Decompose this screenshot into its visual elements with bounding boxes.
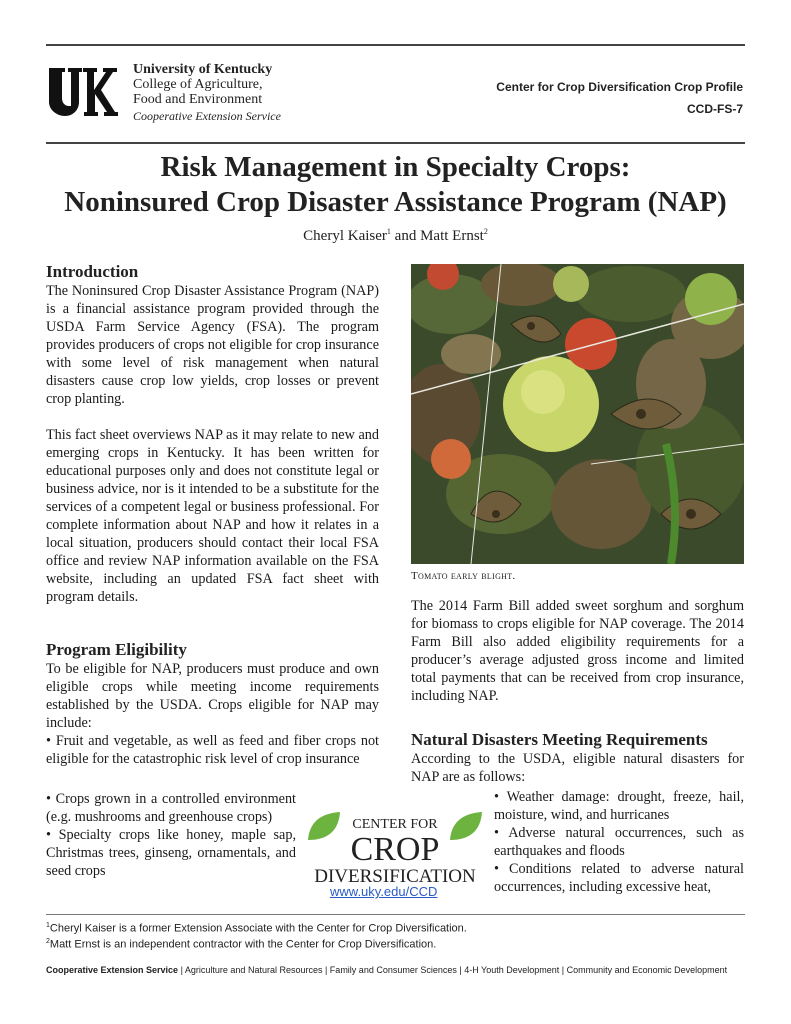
disasters-bullet-1: • Weather damage: drought, freeze, hail, moisture, wind, and hurricanes: [494, 789, 744, 823]
author-1-sup: 1: [386, 227, 391, 236]
footer-bold: Cooperative Extension Service: [46, 965, 179, 975]
disasters-bullet-2: • Adverse natural occurrences, such as earthquakes and floods: [494, 825, 744, 859]
series-title: Center for Crop Diversification Crop Profile: [496, 80, 743, 94]
eligibility-p1: To be eligible for NAP, producers must produce and own eligible crops while meeting income requirements established by the USDA. Crops eligible for NAP may include:: [46, 661, 379, 731]
authors: [0, 227, 791, 245]
footnote-2-sup: 2: [46, 938, 50, 945]
author-1: Cheryl Kaiser: [303, 228, 387, 244]
eligibility-section: [46, 640, 379, 768]
title-line2: Noninsured Crop Disaster Assistance Program (NAP): [64, 186, 727, 218]
page-title: [0, 150, 791, 220]
uk-wordmark: [133, 62, 281, 123]
page-footer: [46, 965, 727, 975]
authors-and: and: [390, 228, 421, 244]
ccd-line2: CROP: [350, 831, 440, 868]
uk-line1: University of Kentucky: [133, 62, 273, 77]
author-2: Matt Ernst: [420, 228, 484, 244]
disasters-bullet-3: • Conditions related to adverse natural occurrences, including excessive heat,: [494, 861, 744, 895]
uk-line2: College of Agriculture,: [133, 77, 263, 92]
eligibility-bullets-narrow: [46, 790, 296, 880]
footnote-1-text: Cheryl Kaiser is a former Extension Associate with the Center for Crop Diversification.: [49, 922, 467, 935]
series-info: [496, 76, 743, 120]
title-line1: Risk Management in Specialty Crops:: [160, 151, 631, 183]
intro-section: [46, 262, 379, 606]
header-rule: [46, 142, 745, 144]
disasters-p1: According to the USDA, eligible natural disasters for NAP are as follows:: [411, 751, 744, 785]
footer-rest: | Agriculture and Natural Resources | Family and Consumer Sciences | 4-H Youth Development | Community and Economic Development: [178, 965, 728, 975]
tomato-photo: [411, 264, 744, 564]
tomato-photo-image: [411, 264, 744, 564]
footnote-2: [46, 938, 436, 951]
eligibility-bullet-3: • Specialty crops like honey, maple sap, Christmas trees, ginseng, ornamentals, and seed crops: [46, 827, 296, 879]
ccd-line3: DIVERSIFICATION: [314, 866, 476, 887]
uk-logo: [47, 64, 119, 120]
farmbill-p1: The 2014 Farm Bill added sweet sorghum and sorghum for biomass to crops eligible for NAP coverage. The 2014 Farm Bill also added eligibility requirements for a producer’s average adjusted gross income and limited total payments that can be received from crop insurance, including NAP.: [411, 598, 744, 704]
author-2-sup: 2: [483, 227, 488, 236]
farmbill-section: [411, 597, 744, 705]
intro-p2: This fact sheet overviews NAP as it may relate to new and emerging crops in Kentucky. It has been written for educational purposes only and does not constitute legal or business advice, nor is it intended to be a substitute for the services of a competent legal or business professional. For complete information about NAP and how it relates in a local situation, producers should contact their local FSA office and review NAP information available on the FSA website, including an updated FSA fact sheet with program details.: [46, 427, 379, 605]
ccd-website-link[interactable]: www.uky.edu/CCD: [330, 884, 438, 899]
ccd-leaf-graphic: [300, 808, 490, 888]
ccd-line1: CENTER FOR: [352, 817, 438, 832]
uk-line3: Food and Environment: [133, 92, 263, 107]
disasters-heading: Natural Disasters Meeting Requirements: [411, 730, 708, 749]
disasters-section: [411, 730, 744, 786]
footnote-2-text: Matt Ernst is an independent contractor with the Center for Crop Diversification.: [49, 938, 437, 951]
top-rule: [46, 44, 745, 46]
photo-caption: Tomato early blight.: [411, 570, 516, 582]
eligibility-bullet-1: • Fruit and vegetable, as well as feed and fiber crops not eligible for the catastrophic risk level of crop insurance: [46, 733, 379, 767]
eligibility-heading: Program Eligibility: [46, 640, 187, 659]
disasters-bullets: [494, 788, 744, 896]
uk-line4: Cooperative Extension Service: [133, 109, 281, 123]
footnote-rule: [46, 914, 745, 915]
footnote-1: [46, 922, 467, 935]
footnote-1-sup: 1: [46, 922, 50, 929]
series-code: CCD-FS-7: [687, 102, 743, 116]
intro-heading: Introduction: [46, 262, 139, 281]
eligibility-bullet-2: • Crops grown in a controlled environment (e.g. mushrooms and greenhouse crops): [46, 791, 296, 825]
intro-p1: The Noninsured Crop Disaster Assistance Program (NAP) is a financial assistance program provided through the USDA Farm Service Agency (FSA). The program provides producers of crops not eligible for crop insurance with some level of risk management when natural disasters cause crop low yields, crop losses or prevent crop planting.: [46, 283, 379, 407]
